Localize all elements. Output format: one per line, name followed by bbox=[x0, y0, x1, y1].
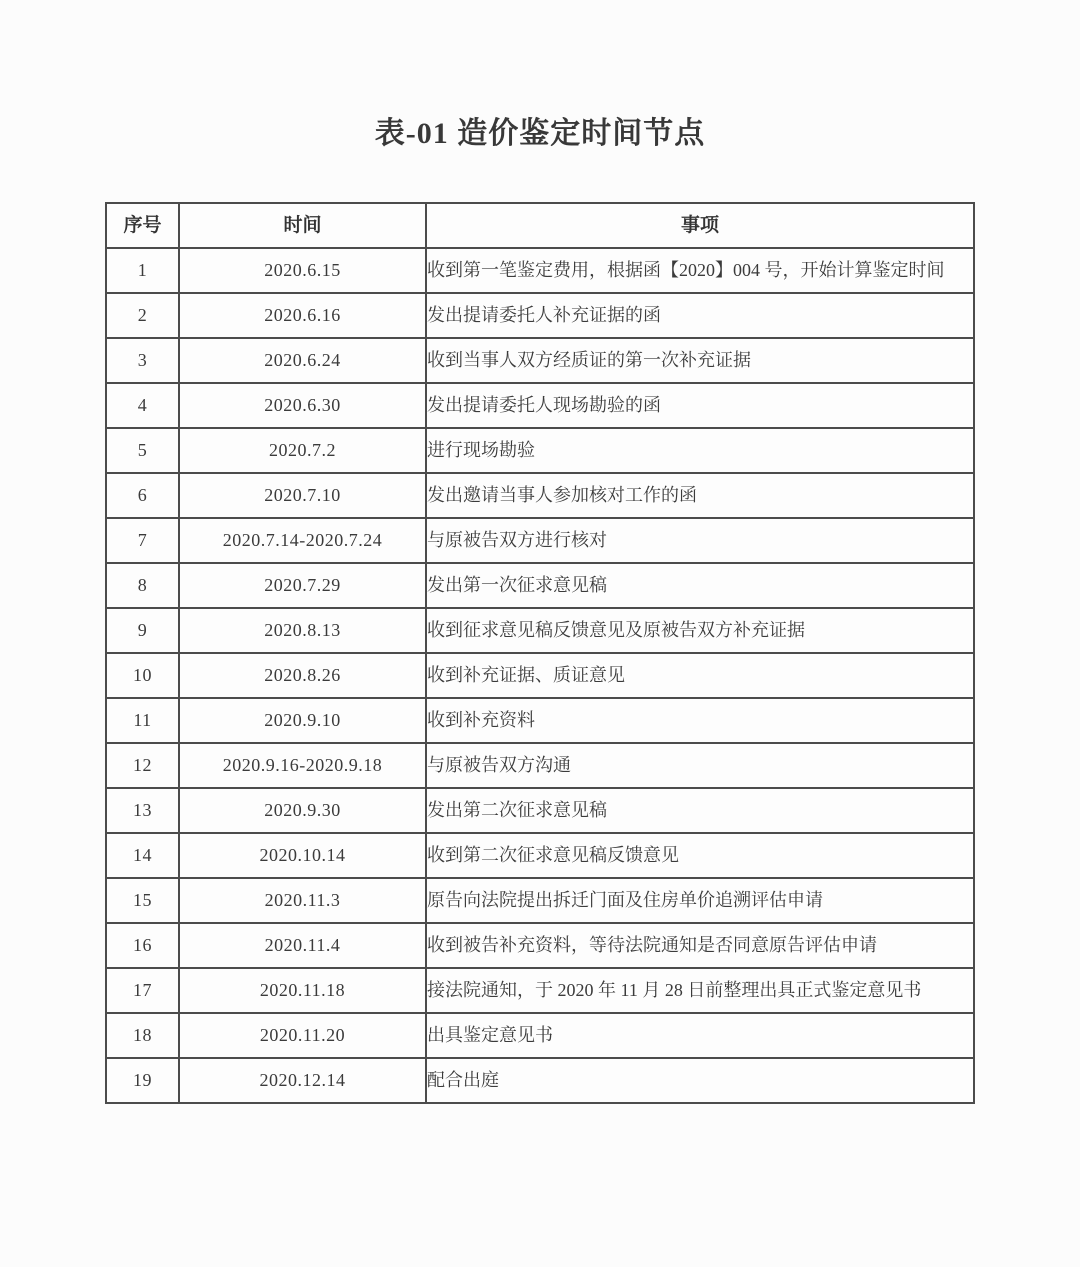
header-date: 时间 bbox=[179, 203, 426, 248]
table-row bbox=[106, 383, 974, 428]
row-number: 9 bbox=[106, 608, 179, 653]
table-row bbox=[106, 1058, 974, 1103]
row-event: 出具鉴定意见书 bbox=[426, 1013, 974, 1058]
row-event: 收到当事人双方经质证的第一次补充证据 bbox=[426, 338, 974, 383]
table-row bbox=[106, 698, 974, 743]
row-event: 与原被告双方沟通 bbox=[426, 743, 974, 788]
row-date: 2020.9.10 bbox=[179, 698, 426, 743]
row-date: 2020.11.20 bbox=[179, 1013, 426, 1058]
row-date: 2020.9.30 bbox=[179, 788, 426, 833]
header-row bbox=[106, 203, 974, 248]
row-number: 11 bbox=[106, 698, 179, 743]
row-date: 2020.6.30 bbox=[179, 383, 426, 428]
row-event: 与原被告双方进行核对 bbox=[426, 518, 974, 563]
row-number: 7 bbox=[106, 518, 179, 563]
row-date: 2020.7.14-2020.7.24 bbox=[179, 518, 426, 563]
table-row bbox=[106, 293, 974, 338]
table-header bbox=[106, 203, 974, 248]
row-event: 发出第二次征求意见稿 bbox=[426, 788, 974, 833]
row-number: 16 bbox=[106, 923, 179, 968]
row-event: 收到被告补充资料，等待法院通知是否同意原告评估申请 bbox=[426, 923, 974, 968]
row-number: 13 bbox=[106, 788, 179, 833]
row-date: 2020.6.16 bbox=[179, 293, 426, 338]
table-row bbox=[106, 608, 974, 653]
row-event: 发出第一次征求意见稿 bbox=[426, 563, 974, 608]
table-body bbox=[106, 248, 974, 1103]
table-row bbox=[106, 653, 974, 698]
row-event: 进行现场勘验 bbox=[426, 428, 974, 473]
row-number: 17 bbox=[106, 968, 179, 1013]
table-row bbox=[106, 968, 974, 1013]
row-date: 2020.11.18 bbox=[179, 968, 426, 1013]
row-event: 收到征求意见稿反馈意见及原被告双方补充证据 bbox=[426, 608, 974, 653]
page-title: 表-01 造价鉴定时间节点 bbox=[374, 117, 706, 150]
row-event: 收到补充证据、质证意见 bbox=[426, 653, 974, 698]
row-number: 12 bbox=[106, 743, 179, 788]
row-date: 2020.8.26 bbox=[179, 653, 426, 698]
row-date: 2020.11.4 bbox=[179, 923, 426, 968]
row-date: 2020.6.24 bbox=[179, 338, 426, 383]
table-row bbox=[106, 743, 974, 788]
table-row bbox=[106, 563, 974, 608]
row-number: 6 bbox=[106, 473, 179, 518]
row-event: 发出提请委托人补充证据的函 bbox=[426, 293, 974, 338]
row-number: 8 bbox=[106, 563, 179, 608]
table-row bbox=[106, 878, 974, 923]
row-number: 19 bbox=[106, 1058, 179, 1103]
row-date: 2020.6.15 bbox=[179, 248, 426, 293]
row-number: 18 bbox=[106, 1013, 179, 1058]
row-number: 5 bbox=[106, 428, 179, 473]
table-row bbox=[106, 923, 974, 968]
row-date: 2020.9.16-2020.9.18 bbox=[179, 743, 426, 788]
header-event: 事项 bbox=[426, 203, 974, 248]
row-event: 收到补充资料 bbox=[426, 698, 974, 743]
row-number: 3 bbox=[106, 338, 179, 383]
table-row bbox=[106, 428, 974, 473]
row-date: 2020.10.14 bbox=[179, 833, 426, 878]
table-row bbox=[106, 338, 974, 383]
row-date: 2020.8.13 bbox=[179, 608, 426, 653]
timeline-table bbox=[105, 202, 975, 1104]
table-row bbox=[106, 1013, 974, 1058]
row-event: 收到第二次征求意见稿反馈意见 bbox=[426, 833, 974, 878]
table-row bbox=[106, 788, 974, 833]
header-no: 序号 bbox=[106, 203, 179, 248]
row-date: 2020.12.14 bbox=[179, 1058, 426, 1103]
row-number: 10 bbox=[106, 653, 179, 698]
row-number: 15 bbox=[106, 878, 179, 923]
row-date: 2020.7.29 bbox=[179, 563, 426, 608]
row-number: 1 bbox=[106, 248, 179, 293]
row-event: 发出邀请当事人参加核对工作的函 bbox=[426, 473, 974, 518]
table-row bbox=[106, 473, 974, 518]
table-row bbox=[106, 833, 974, 878]
row-number: 4 bbox=[106, 383, 179, 428]
row-event: 原告向法院提出拆迁门面及住房单价追溯评估申请 bbox=[426, 878, 974, 923]
row-event: 配合出庭 bbox=[426, 1058, 974, 1103]
row-event: 接法院通知，于 2020 年 11 月 28 日前整理出具正式鉴定意见书 bbox=[426, 968, 974, 1013]
table-row bbox=[106, 518, 974, 563]
row-number: 14 bbox=[106, 833, 179, 878]
row-date: 2020.7.10 bbox=[179, 473, 426, 518]
row-date: 2020.11.3 bbox=[179, 878, 426, 923]
row-event: 收到第一笔鉴定费用，根据函【2020】004 号，开始计算鉴定时间 bbox=[426, 248, 974, 293]
row-event: 发出提请委托人现场勘验的函 bbox=[426, 383, 974, 428]
table-row bbox=[106, 248, 974, 293]
row-date: 2020.7.2 bbox=[179, 428, 426, 473]
row-number: 2 bbox=[106, 293, 179, 338]
